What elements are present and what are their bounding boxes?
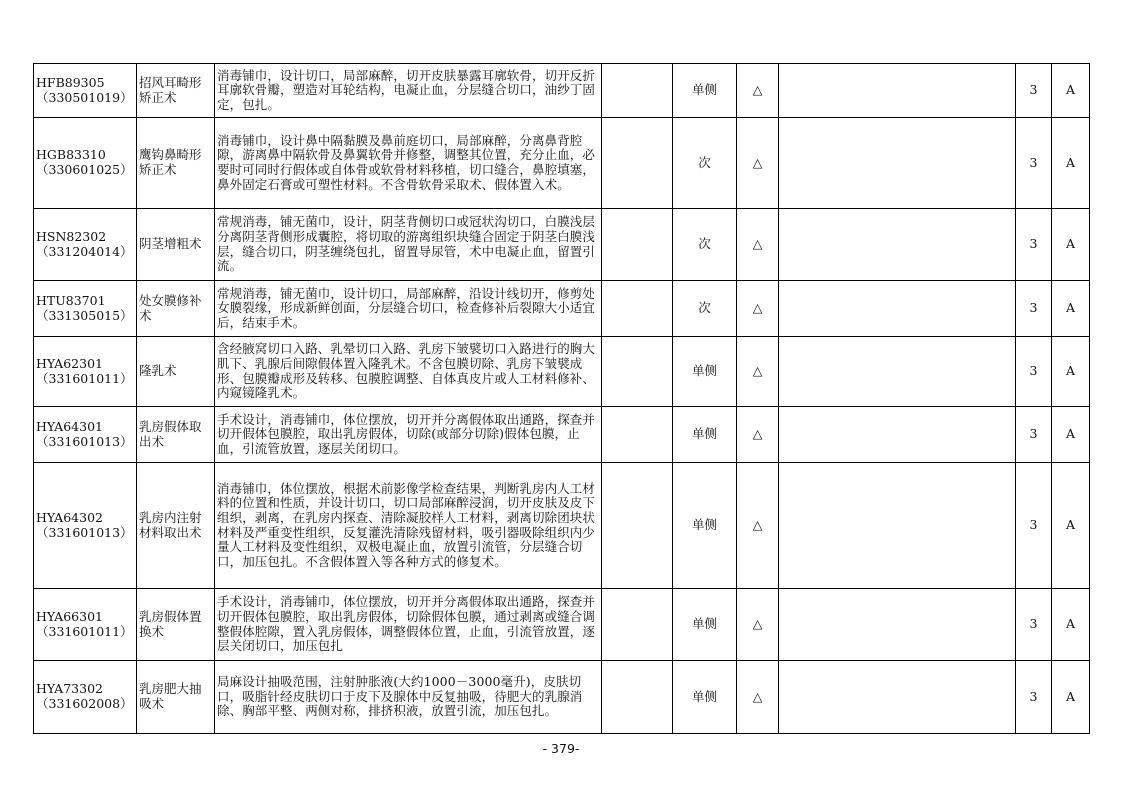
- item-reference-code: （330501019）: [36, 89, 133, 105]
- item-remark-cell: [779, 407, 1016, 463]
- item-name-cell: 乳房肥大抽吸术: [137, 661, 215, 734]
- item-code-cell: [34, 118, 137, 209]
- table-row: [34, 281, 1090, 337]
- item-code: HFB89305: [36, 74, 105, 90]
- item-unit-cell: 次: [673, 281, 737, 337]
- item-unit-cell: 单侧: [673, 337, 737, 407]
- table-row: [34, 64, 1090, 118]
- item-description-cell: 含经腋窝切口入路、乳晕切口入路、乳房下皱襞切口入路进行的胸大肌下、乳腺后间隙假体置入隆乳术。不含包膜切除、乳房下皱襞成形、包膜瓣成形及转移、包膜腔调整、自体真皮片或人工材料修补、内窥镜隆乳术。: [215, 337, 602, 407]
- item-grade-cell: A: [1052, 118, 1090, 209]
- item-code: HYA66301: [36, 608, 103, 624]
- page-number: - 379-: [542, 741, 580, 756]
- fee-schedule-table: [33, 63, 1090, 734]
- item-reference-code: （331204014）: [36, 243, 133, 259]
- item-name-cell: 鹰钩鼻畸形矫正术: [137, 118, 215, 209]
- item-remark-cell: [779, 281, 1016, 337]
- item-exclusion-cell: [602, 463, 673, 589]
- table-row: [34, 661, 1090, 734]
- item-level-cell: 3: [1016, 589, 1052, 661]
- item-level-cell: 3: [1016, 337, 1052, 407]
- item-code: HTU83701: [36, 292, 106, 308]
- item-code-cell: [34, 661, 137, 734]
- item-description-cell: 消毒铺巾，设计鼻中隔黏膜及鼻前庭切口，局部麻醉，分离鼻背腔隙，游离鼻中隔软骨及鼻翼软骨并修整，调整其位置，充分止血，必要时可同时行假体或自体骨或软骨材料移植，切口缝合，鼻腔填塞，鼻外固定石膏或可塑性材料。不含骨软骨采取术、假体置入术。: [215, 118, 602, 209]
- item-level-cell: 3: [1016, 209, 1052, 281]
- item-code-cell: [34, 407, 137, 463]
- item-level-cell: 3: [1016, 118, 1052, 209]
- item-grade-cell: A: [1052, 463, 1090, 589]
- item-name-cell: 乳房内注射材料取出术: [137, 463, 215, 589]
- table-row: [34, 589, 1090, 661]
- item-name-cell: 阴茎增粗术: [137, 209, 215, 281]
- item-grade-cell: A: [1052, 281, 1090, 337]
- item-exclusion-cell: [602, 64, 673, 118]
- table-row: [34, 407, 1090, 463]
- table-row: [34, 337, 1090, 407]
- table-row: [34, 209, 1090, 281]
- item-description-cell: 消毒铺巾，设计切口，局部麻醉，切开皮肤暴露耳廓软骨，切开反折耳廓软骨瓣，塑造对耳轮结构，电凝止血，分层缝合切口，油纱丁固定，包扎。: [215, 64, 602, 118]
- item-code: HYA73302: [36, 681, 103, 697]
- item-description-cell: 手术设计，消毒铺巾，体位摆放，切开并分离假体取出通路，探查并切开假体包膜腔，取出乳房假体，切除假体包膜，通过剥离或缝合调整假体腔隙，置入乳房假体，调整假体位置，止血，引流管放置，逐层关闭切口，加压包扎: [215, 589, 602, 661]
- item-mark-cell: △: [737, 661, 779, 734]
- item-mark-cell: △: [737, 407, 779, 463]
- item-grade-cell: A: [1052, 589, 1090, 661]
- item-code: HGB83310: [36, 147, 106, 163]
- item-remark-cell: [779, 337, 1016, 407]
- item-exclusion-cell: [602, 661, 673, 734]
- item-code-cell: [34, 463, 137, 589]
- item-remark-cell: [779, 118, 1016, 209]
- item-reference-code: （331601011）: [36, 623, 133, 639]
- item-remark-cell: [779, 661, 1016, 734]
- item-unit-cell: 单侧: [673, 463, 737, 589]
- item-level-cell: 3: [1016, 463, 1052, 589]
- item-description-cell: 常规消毒，铺无菌巾，设计，阴茎背侧切口或冠状沟切口，白膜浅层分离阴茎背侧形成囊腔，将切取的游离组织块缝合固定于阴茎白膜浅层，缝合切口，阴茎缠绕包扎，留置导尿管，术中电凝止血，留置引流。: [215, 209, 602, 281]
- item-grade-cell: A: [1052, 661, 1090, 734]
- item-mark-cell: △: [737, 209, 779, 281]
- item-remark-cell: [779, 64, 1016, 118]
- item-remark-cell: [779, 209, 1016, 281]
- item-remark-cell: [779, 589, 1016, 661]
- item-code: HSN82302: [36, 228, 107, 244]
- item-reference-code: （331601013）: [36, 524, 133, 540]
- item-exclusion-cell: [602, 118, 673, 209]
- item-exclusion-cell: [602, 337, 673, 407]
- item-name-cell: 乳房假体置换术: [137, 589, 215, 661]
- item-reference-code: （331602008）: [36, 696, 133, 711]
- item-grade-cell: A: [1052, 337, 1090, 407]
- item-name-cell: 处女膜修补术: [137, 281, 215, 337]
- item-grade-cell: A: [1052, 209, 1090, 281]
- item-exclusion-cell: [602, 209, 673, 281]
- item-code: HYA62301: [36, 355, 103, 371]
- item-mark-cell: △: [737, 337, 779, 407]
- table-body: [34, 64, 1090, 734]
- item-unit-cell: 次: [673, 209, 737, 281]
- item-unit-cell: 单侧: [673, 661, 737, 734]
- item-code-cell: [34, 281, 137, 337]
- item-name-cell: 乳房假体取出术: [137, 407, 215, 463]
- item-grade-cell: A: [1052, 64, 1090, 118]
- item-code-cell: [34, 64, 137, 118]
- item-code-cell: [34, 209, 137, 281]
- item-mark-cell: △: [737, 589, 779, 661]
- item-code: HYA64301: [36, 418, 103, 434]
- item-remark-cell: [779, 463, 1016, 589]
- item-unit-cell: 单侧: [673, 64, 737, 118]
- item-unit-cell: 单侧: [673, 589, 737, 661]
- item-level-cell: 3: [1016, 661, 1052, 734]
- item-unit-cell: 单侧: [673, 407, 737, 463]
- item-description-cell: 手术设计，消毒铺巾，体位摆放，切开并分离假体取出通路，探查并切开假体包膜腔，取出乳房假体，切除(或部分切除)假体包膜，止血，引流管放置，逐层关闭切口。: [215, 407, 602, 463]
- item-code-cell: [34, 589, 137, 661]
- item-mark-cell: △: [737, 281, 779, 337]
- item-code-cell: [34, 337, 137, 407]
- item-level-cell: 3: [1016, 281, 1052, 337]
- table-row: [34, 118, 1090, 209]
- table-row: [34, 463, 1090, 589]
- item-mark-cell: △: [737, 64, 779, 118]
- item-description-cell: 常规消毒，铺无菌巾，设计切口，局部麻醉，沿设计线切开，修剪处女膜裂缘，形成新鲜创面，分层缝合切口，检查修补后裂隙大小适宜后，结束手术。: [215, 281, 602, 337]
- item-mark-cell: △: [737, 463, 779, 589]
- item-description-cell: 消毒铺巾，体位摆放，根据术前影像学检查结果，判断乳房内人工材料的位置和性质，并设计切口，切口局部麻醉浸润，切开皮肤及皮下组织，剥离，在乳房内探查、清除凝胶样人工材料，剥离切除团块状材料及严重变性组织，反复灌洗清除残留材料，吸引器吸除组织内少量人工材料及变性组织，双极电凝止血，放置引流管，分层缝合切口，加压包扎。不含假体置入等各种方式的修复术。: [215, 463, 602, 589]
- item-name-cell: 隆乳术: [137, 337, 215, 407]
- item-reference-code: （331305015）: [36, 307, 133, 323]
- item-level-cell: 3: [1016, 64, 1052, 118]
- item-name-cell: 招风耳畸形矫正术: [137, 64, 215, 118]
- item-reference-code: （331601011）: [36, 370, 133, 386]
- item-code: HYA64302: [36, 509, 103, 525]
- item-exclusion-cell: [602, 281, 673, 337]
- item-level-cell: 3: [1016, 407, 1052, 463]
- item-unit-cell: 次: [673, 118, 737, 209]
- item-mark-cell: △: [737, 118, 779, 209]
- item-description-cell: 局麻设计抽吸范围，注射肿胀液(大约1000－3000毫升)，皮肤切口，吸脂针经皮肤切口于皮下及腺体中反复抽吸，待肥大的乳腺消除、胸部平整、两侧对称，排挤积液，放置引流，加压包扎。: [215, 661, 602, 734]
- item-reference-code: （331601013）: [36, 433, 133, 449]
- item-exclusion-cell: [602, 589, 673, 661]
- item-reference-code: （330601025）: [36, 162, 133, 177]
- item-exclusion-cell: [602, 407, 673, 463]
- item-grade-cell: A: [1052, 407, 1090, 463]
